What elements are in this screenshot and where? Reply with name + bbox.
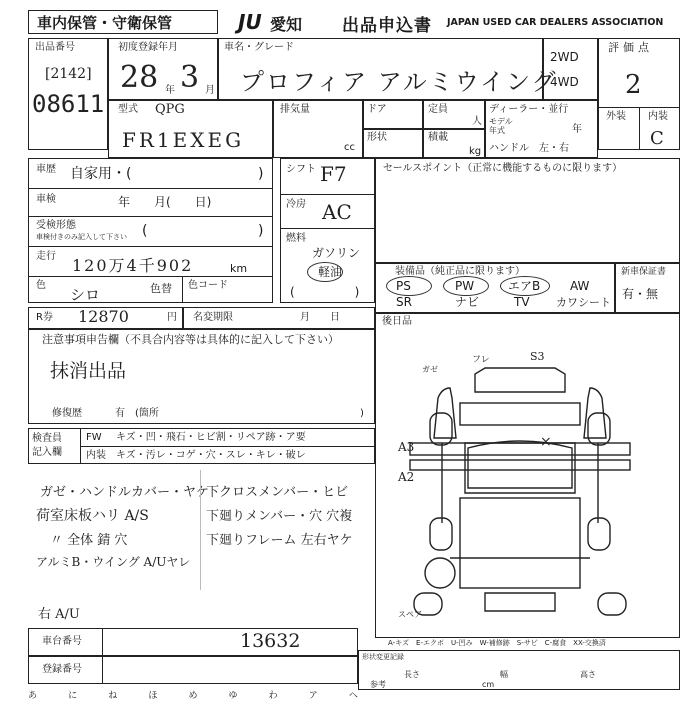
shape-label: 形状	[367, 132, 387, 143]
pw-circle	[443, 276, 489, 296]
drive-box	[543, 38, 598, 100]
length-unit: cm	[482, 680, 495, 689]
displacement-label: 排気量	[280, 104, 310, 115]
storage-header-box	[28, 10, 218, 34]
sales-point-label: セールスポイント（正常に機能するものに限ります）	[383, 163, 623, 174]
notes-ref-label: 参考	[370, 680, 386, 689]
inspector-interior-row: キズ・汚レ・コゲ・穴・スレ・キレ・破レ	[116, 450, 306, 461]
inspector-interior-label: 内装	[86, 450, 106, 461]
rear-label: 後日品	[382, 316, 412, 327]
warranty-label: 新車保証書	[621, 267, 667, 277]
shift-value: F7	[320, 162, 347, 186]
capacity-unit: 人	[472, 116, 482, 127]
kana-cell: ね	[108, 691, 118, 701]
deadline-value: 月 日	[300, 312, 340, 323]
form-change-label: 形状変更記録	[362, 653, 404, 661]
color-label: 色	[36, 280, 46, 291]
remark-3: 〃 全体 錆 穴	[50, 533, 128, 548]
remark-6: 下クロスメンバー・ヒビ	[206, 485, 349, 500]
receipt-open: (	[142, 223, 148, 239]
equipment-sr: SR	[396, 295, 412, 309]
diagram-label-s3: S3	[530, 350, 545, 363]
remark-5: 右 A/U	[38, 607, 80, 622]
car-name-label: 車名・グレード	[224, 42, 294, 53]
storage-text: 車内保管・守衛保管	[37, 14, 173, 32]
receipt-note: 車検付きのみ記入して下さい	[36, 233, 127, 241]
chassis-label: 車台番号	[42, 636, 82, 647]
mileage-label: 走行	[36, 251, 56, 262]
model-year-unit: 年	[572, 124, 582, 135]
kana-cell: め	[188, 691, 198, 701]
door-label: ドア	[367, 104, 387, 115]
damage-legend: A-キズ E-エクボ U-凹み W-補修跡 S-サビ C-腐食 XX-交換済	[388, 639, 606, 647]
kana-cell: ヘ	[348, 691, 358, 701]
handle-label: ハンドル 左・右	[489, 143, 569, 154]
mileage-value: 120万4千902	[72, 256, 194, 275]
kana-cell: ほ	[148, 691, 158, 701]
diagram-label-spare: スペア	[398, 610, 422, 619]
color-change-label: 色替	[150, 282, 172, 295]
fuel-label: 燃料	[286, 233, 306, 244]
kana-cell: ゆ	[228, 691, 238, 701]
equipment-pw: PW	[455, 279, 475, 293]
mileage-unit: km	[230, 262, 248, 275]
diagram-label-fure: フレ	[472, 355, 490, 365]
model: FR1EXEG	[122, 128, 245, 152]
dealer-label: ディーラー・並行	[489, 104, 569, 115]
equipment-navi: ナビ	[455, 295, 480, 309]
inspector-fw-label: FW	[86, 432, 102, 443]
drive-4wd: 4WD	[550, 75, 579, 89]
interior-score: C	[650, 128, 664, 149]
aircon-label: 冷房	[286, 199, 306, 210]
registration-month: 3	[180, 60, 200, 95]
history-label: 車歴	[36, 164, 56, 175]
diagram-label-a2: A2	[398, 470, 415, 484]
ps-circle	[386, 276, 432, 296]
diesel-circle	[307, 262, 343, 282]
plate-label: 登録番号	[42, 664, 82, 675]
inspection-value: 年 月( 日)	[118, 195, 212, 209]
interior-label: 内装	[648, 111, 668, 122]
ju-logo: JU	[238, 10, 262, 34]
width-label: 幅	[500, 670, 508, 679]
car-name: プロフィア アルミウイング	[240, 68, 558, 96]
rating-score: 2	[625, 70, 642, 100]
recycle-label: R券	[36, 312, 53, 323]
airbag-circle	[500, 276, 550, 296]
kana-cell: に	[68, 691, 78, 701]
receipt-label: 受検形態	[36, 220, 76, 231]
recycle-unit: 円	[167, 312, 177, 323]
equipment-aw: AW	[570, 279, 590, 293]
equipment-tv: TV	[514, 295, 530, 309]
model-label: 型式	[118, 104, 138, 115]
document-subtitle: JAPAN USED CAR DEALERS ASSOCIATION	[447, 17, 664, 28]
equipment-ps: PS	[396, 279, 411, 293]
lot-sub-number: [2142]	[45, 66, 92, 82]
load-label: 積載	[428, 132, 448, 143]
fuel-paren: ( )	[290, 285, 360, 299]
org-name: 愛知	[270, 15, 303, 34]
receipt-close: )	[258, 223, 264, 239]
repair-close: )	[360, 408, 364, 419]
color-value: シロ	[70, 286, 101, 304]
diagram-label-a3: A3	[398, 440, 415, 454]
chassis-value: 13632	[240, 630, 301, 652]
document-title: 出品申込書	[342, 16, 432, 36]
repair-label: 修復歴	[52, 408, 82, 419]
registration-year: 28	[120, 60, 159, 95]
inspector-label-2: 記入欄	[32, 447, 62, 458]
kana-cell: あ	[28, 691, 38, 701]
inspector-label-1: 検査員	[32, 433, 62, 444]
equipment-airbag: エアB	[508, 279, 541, 293]
damage-mark: ×	[540, 434, 552, 450]
inspection-label: 車検	[36, 194, 56, 205]
capacity-label: 定員	[428, 104, 448, 115]
registration-month-unit: 月	[205, 85, 215, 96]
rating-label: 評価点	[608, 41, 653, 54]
aircon-value: AC	[322, 200, 352, 224]
height-label: 高さ	[580, 670, 596, 679]
lot-number: 08611	[32, 90, 105, 118]
registration-label: 初度登録年月	[118, 42, 178, 53]
fuel-diesel: 軽油	[318, 265, 343, 279]
history-close: )	[258, 166, 264, 182]
remark-1: ガゼ・ハンドルカバー・ヤケ	[40, 485, 210, 500]
repair-value: 有 (箇所	[115, 408, 159, 419]
kana-cell: ア	[308, 691, 318, 701]
notes-text: 抹消出品	[50, 360, 127, 382]
color-code-label: 色コード	[188, 280, 228, 291]
shift-label: シフト	[286, 164, 316, 175]
remark-4: アルミB・ウイング A/Uヤレ	[36, 555, 191, 569]
model-code: QPG	[155, 102, 185, 117]
vehicle-damage-diagram	[390, 348, 670, 628]
equipment-leather: カワシート	[556, 296, 611, 309]
remark-8: 下廻りフレーム 左右ヤケ	[206, 533, 353, 548]
kana-cell: わ	[268, 691, 278, 701]
drive-2wd: 2WD	[550, 50, 579, 64]
diagram-label-gaze: ガゼ	[422, 365, 438, 374]
bottom-kana-row	[28, 688, 358, 700]
deadline-label: 名変期限	[193, 312, 233, 323]
model-year-label: モデル 年式	[489, 117, 513, 135]
remark-7: 下廻りメンバー・穴 穴複	[206, 509, 353, 524]
displacement-unit: cc	[344, 142, 355, 153]
fuel-gasoline: ガソリン	[312, 246, 361, 260]
history-value: 自家用・(	[70, 166, 132, 182]
load-unit: kg	[469, 146, 482, 157]
registration-year-unit: 年	[165, 85, 175, 96]
exterior-label: 外装	[606, 111, 626, 122]
recycle-value: 12870	[78, 307, 129, 326]
inspector-fw-row: キズ・凹・飛石・ヒビ割・リペア跡・ア要	[116, 432, 306, 443]
notes-label: 注意事項申告欄（不具合内容等は具体的に記入して下さい）	[42, 333, 339, 346]
equipment-label: 装備品（純正品に限ります）	[395, 266, 525, 277]
length-label: 長さ	[404, 670, 420, 679]
remark-2: 荷室床板ハリ A/S	[36, 508, 149, 524]
warranty-value: 有・無	[622, 287, 659, 301]
lot-number-label: 出品番号	[35, 42, 75, 53]
